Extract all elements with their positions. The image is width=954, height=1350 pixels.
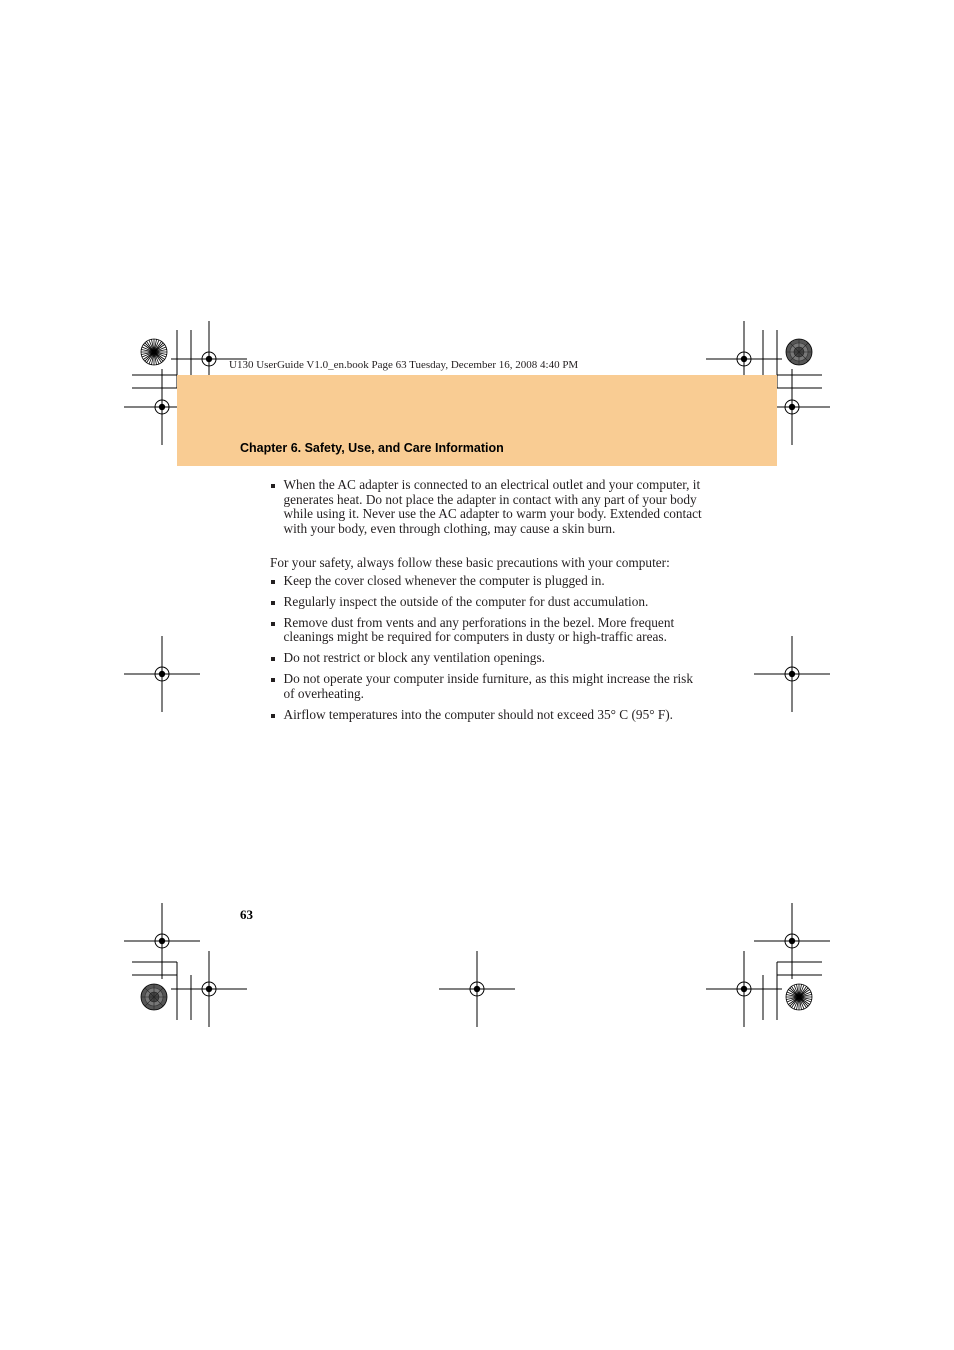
registration-target-middle-left (124, 636, 200, 712)
list-item: Do not restrict or block any ventilation openings. (270, 651, 705, 666)
precautions-list (270, 574, 705, 723)
list-item: Remove dust from vents and any perforations in the bezel. More frequent cleanings might be required for computers in dusty or high-traffic areas. (270, 616, 705, 645)
adapter-warning-list (270, 478, 705, 536)
registration-target-bottom-left-inner (171, 951, 247, 1027)
registration-target-bottom-right-inner (706, 951, 782, 1027)
registration-target-bottom-right-outer (754, 903, 830, 979)
print-info-slug: U130 UserGuide V1.0_en.book Page 63 Tuesday, December 16, 2008 4:40 PM (229, 359, 579, 371)
registration-target-bottom-center (439, 951, 515, 1027)
list-item: Regularly inspect the outside of the computer for dust accumulation. (270, 595, 705, 610)
registration-target-middle-right (754, 636, 830, 712)
star-target-bottom-left (141, 984, 167, 1010)
registration-target-bottom-left-outer (124, 903, 200, 979)
star-target-top-right (786, 339, 812, 365)
list-item: When the AC adapter is connected to an electrical outlet and your computer, it generates heat. Do not place the adapter in contact with any part of your body while using it. Never use the AC adapter to warm your body. Extended contact with your body, even through clothing, may cause a skin burn. (270, 478, 705, 536)
chapter-title: Chapter 6. Safety, Use, and Care Information (240, 441, 504, 455)
list-item: Airflow temperatures into the computer should not exceed 35° C (95° F). (270, 708, 705, 723)
star-target-top-left (141, 339, 167, 365)
star-target-bottom-right (786, 984, 812, 1010)
precautions-intro: For your safety, always follow these basic precautions with your computer: (270, 555, 670, 570)
page-number: 63 (240, 907, 253, 922)
list-item: Do not operate your computer inside furniture, as this might increase the risk of overheating. (270, 672, 705, 701)
page-content (270, 478, 705, 729)
list-item: Keep the cover closed whenever the computer is plugged in. (270, 574, 705, 589)
